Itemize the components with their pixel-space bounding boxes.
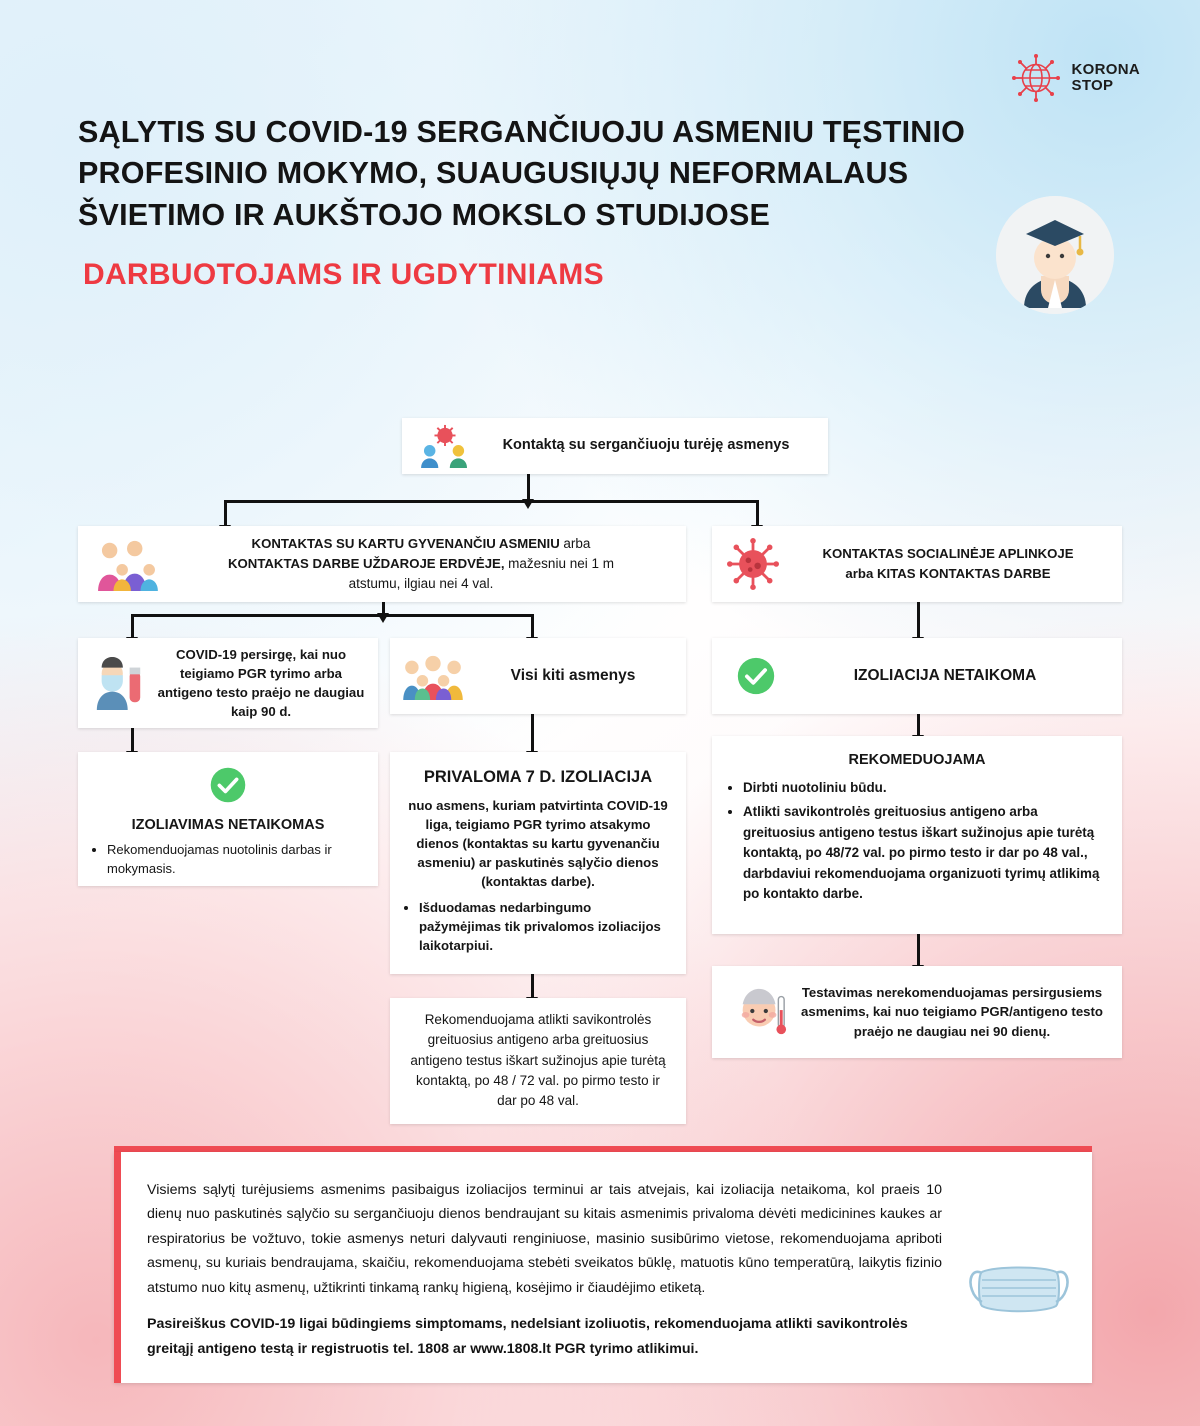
flowbox-no-isolation-right [712, 638, 1122, 714]
flowbox-others [390, 638, 686, 714]
virus-globe-icon [1010, 52, 1062, 104]
medical-mask-icon [964, 1248, 1074, 1333]
page-title: SĄLYTIS SU COVID-19 SERGANČIUOJU ASMENIU TĘSTINIO PROFESINIO MOKYMO, SUAUGUSIŲJŲ NEFORMALAUS ŠVIETIMO IR AUKŠTOJO MOKSLO STUDIJOSE [78, 115, 966, 232]
green-check-icon [209, 766, 247, 804]
sick-person-thermometer-icon [726, 985, 796, 1039]
recommended-bullets [728, 778, 1106, 904]
recommended-title: REKOMEDUOJAMA [848, 752, 986, 768]
no-isolation-left-check-wrap [92, 766, 364, 809]
logo-line-2: STOP [1071, 77, 1114, 94]
self-control-text: Rekomenduojama atlikti savikontrolės greituosius antigeno arba greituosius antigeno testus iškart sužinojus apie turėtą kontaktą, po 48 / 72 val. po pirmo testo ir dar po 48 val. [410, 1012, 666, 1108]
flow-diagram [0, 418, 1200, 1138]
family-icon [88, 537, 166, 591]
header [78, 112, 978, 292]
connector-horizontal-left-split [132, 614, 532, 617]
household-line-1-suffix: arba [563, 536, 591, 552]
list-item: • Dirbti nuotoliniu būdu. [743, 778, 1106, 798]
footer-paragraph: Visiems sąlytį turėjusiems asmenims pasibaigus izoliacijos terminui ar tais atvejais, kai izoliacija netaikoma, kol praeis 10 dienų nuo paskutinės sąlyčio su sergančiuoju dienos bendraujant su kitais asmenimis privaloma dėvėti medicinines kaukes ar respiratorius be vožtuvo, tokie asmenys neturi dalyvauti renginiuose, masinio susibūrimo vietose, rekomenduojama apriboti asmenų, su kuriais bendraujama, skaičiu, rekomenduojama stebėti sveikatos būklę, matuotis kūno temperatūrą, laikytis fizinio atstumo nuo kitų asmenų, užtikrinti tinkamą rankų higieną, kosėjimo ir čiaudėjimo etiketą. [147, 1182, 942, 1296]
korona-stop-logo [1010, 52, 1140, 104]
flowbox-self-control [390, 998, 686, 1124]
footer-bold-paragraph: Pasireiškus COVID-19 ligai būdingiems simptomams, nedelsiant izoliuotis, rekomenduojama atlikti savikontrolės greitąjį antigeno testą ir registruotis tel. 1808 ar www.1808.lt PGR tyrimo atlikimui. [147, 1316, 908, 1357]
connector-down-self-control [531, 974, 534, 998]
mandatory-isolation-body: nuo asmens, kuriam patvirtinta COVID-19 liga, teigiamo PGR tyrimo atsakymo dienos (kontaktas su kartu gyvenančiu asmeniu) ar paskutinės sąlyčio dienos (kontaktas darbe). [408, 797, 668, 890]
logo-line-1: KORONA [1071, 61, 1140, 79]
household-line-1: KONTAKTAS SU KARTU GYVENANČIU ASMENIU [251, 536, 560, 552]
graduate-student-icon [996, 196, 1114, 314]
virus-icon [722, 538, 784, 590]
list-item: • Išduodamas nedarbingumo pažymėjimas tik privalomos izoliacijos laikotarpiui. [419, 898, 672, 955]
connector-down-no-testing [917, 934, 920, 966]
flowbox-social-contact [712, 526, 1122, 602]
household-line-3: atstumu, ilgiau nei 4 val. [348, 575, 494, 591]
social-line-1: KONTAKTAS SOCIALINĖJE APLINKOJE [822, 545, 1074, 561]
no-isolation-left-bullets [92, 841, 364, 879]
connector-down-left-split [382, 602, 385, 614]
green-check-icon [728, 656, 784, 696]
list-item: • Atlikti savikontrolės greituosius antigeno arba greituosius antigeno testus iškart sužinojus apie turėtą kontaktą, po 48/72 val. po pirmo testo ir dar po 48 val., darbdaviui rekomenduojama organizuoti tyrimų atlikimą po kontakto darbe. [743, 802, 1106, 904]
no-isolation-left-title: IZOLIAVIMAS NETAIKOMAS [131, 817, 325, 833]
connector-down-no-isolation-right [917, 602, 920, 638]
mandatory-isolation-title: PRIVALOMA 7 D. IZOLIACIJA [423, 768, 653, 786]
flowbox-recovered [78, 638, 378, 728]
group-people-icon [398, 652, 468, 700]
connector-down-others [531, 614, 534, 638]
connector-down-mandatory-isolation [531, 714, 534, 752]
flowbox-household-contact [78, 526, 686, 602]
doctor-test-tube-icon [86, 656, 152, 710]
connector-down-top-center [527, 474, 530, 500]
connector-down-recommended [917, 714, 920, 736]
connector-horizontal-top [225, 500, 757, 503]
mandatory-isolation-bullets [404, 898, 672, 955]
flowbox-contacts [402, 418, 828, 474]
flowbox-household-contact-text [166, 534, 676, 593]
social-line-2: arba KITAS KONTAKTAS DARBE [845, 566, 1051, 581]
household-line-2-suffix: mažesniu nei 1 m [508, 556, 614, 572]
footer-note [114, 1152, 1092, 1383]
flowbox-no-testing [712, 966, 1122, 1058]
connector-down-left-branch [224, 500, 227, 526]
flowbox-contacts-text: Kontaktą su sergančiuoju turėję asmenys [502, 437, 790, 454]
connector-down-right-branch [756, 500, 759, 526]
household-line-2: KONTAKTAS DARBE UŽDAROJE ERDVĖJE, [228, 556, 505, 572]
flowbox-others-text: Visi kiti asmenys [510, 666, 636, 684]
flowbox-mandatory-isolation [390, 752, 686, 974]
logo-text [1072, 62, 1140, 94]
page-subtitle: DARBUOTOJAMS IR UGDYTINIAMS [83, 258, 604, 292]
list-item: • Rekomenduojamas nuotolinis darbas ir mokymasis. [107, 841, 364, 879]
connector-down-recovered [131, 614, 134, 638]
connector-down-no-isolation-left [131, 728, 134, 752]
flowbox-recovered-text: COVID-19 persirgę, kai nuo teigiamo PGR tyrimo arba antigeno testo praėjo ne daugiau kaip 90 d. [157, 646, 365, 720]
flowbox-social-contact-text [784, 544, 1112, 585]
flowbox-no-isolation-left [78, 752, 378, 886]
flowbox-no-testing-text: Testavimas nerekomenduojamas persirgusiems asmenims, kai nuo teigiamo PGR/antigeno testo praėjo ne daugiau nei 90 dienų. [801, 985, 1103, 1039]
flowbox-recommended [712, 736, 1122, 934]
flowbox-no-isolation-right-text: IZOLIACIJA NETAIKOMA [853, 666, 1037, 684]
virus-people-icon [414, 424, 476, 468]
